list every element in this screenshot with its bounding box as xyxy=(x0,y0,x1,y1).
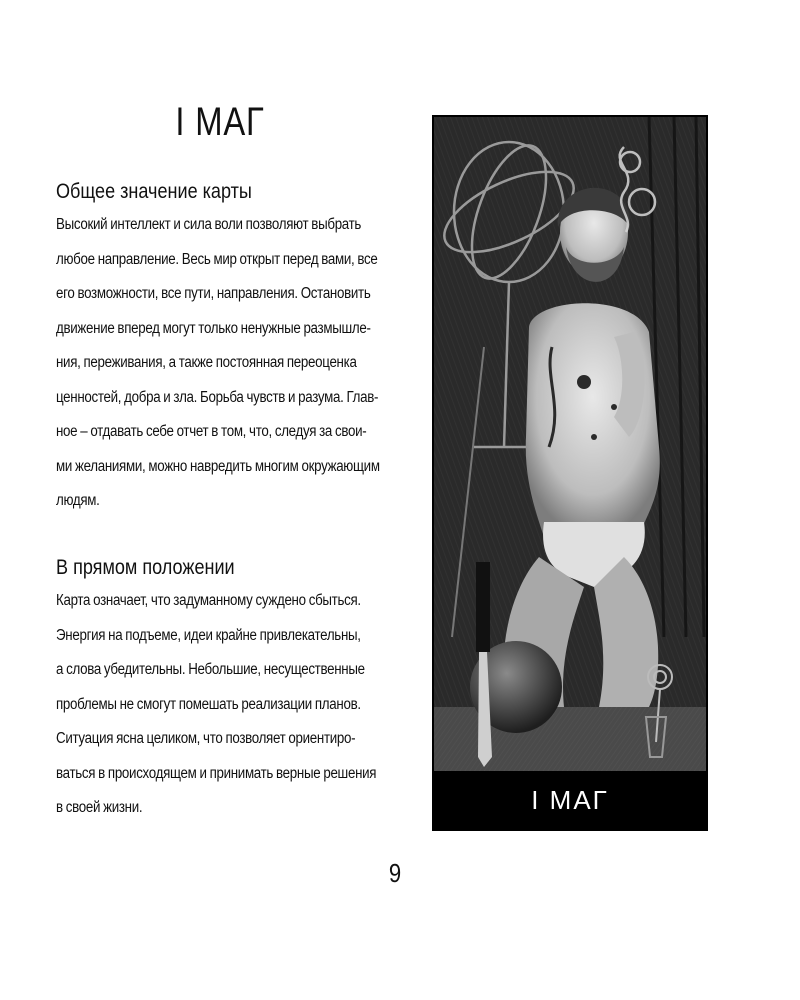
paragraph-line: Ситуация ясна целиком, что позволяет ориентиро- xyxy=(56,730,356,747)
paragraph-line: движение вперед могут только ненужные размышле- xyxy=(56,319,371,337)
paragraph-line: людям. xyxy=(56,492,100,509)
tarot-card-label: I МАГ xyxy=(434,771,706,829)
paragraph-line: ваться в происходящем и принимать верные решения xyxy=(56,764,377,782)
section-paragraph xyxy=(56,208,388,519)
paragraph-line: его возможности, все пути, направления. Остановить xyxy=(56,285,371,302)
page-title: I МАГ xyxy=(175,100,265,144)
paragraph-line: а слова убедительны. Небольшие, несущественные xyxy=(56,661,365,678)
section-heading: В прямом положении xyxy=(56,556,235,579)
paragraph-line: ценностей, добра и зла. Борьба чувств и разума. Глав- xyxy=(56,388,379,406)
paragraph-line: в своей жизни. xyxy=(56,799,143,816)
tarot-card-illustration xyxy=(434,117,706,771)
section-heading: Общее значение карты xyxy=(56,180,252,203)
section-upright-position xyxy=(56,556,388,826)
paragraph-line: ния, переживания, а также постоянная переоценка xyxy=(56,354,357,371)
paragraph-line: ми желаниями, можно навредить многим окружающим xyxy=(56,457,380,475)
tarot-card xyxy=(432,115,708,831)
paragraph-line: Высокий интеллект и сила воли позволяют выбрать xyxy=(56,216,362,233)
section-general-meaning xyxy=(56,180,388,519)
paragraph-line: ное – отдавать себе отчет в том, что, следуя за свои- xyxy=(56,423,367,440)
paragraph-line: Карта означает, что задуманному суждено сбыться. xyxy=(56,592,361,609)
paragraph-line: Энергия на подъеме, идеи крайне привлекательны, xyxy=(56,626,361,644)
paragraph-line: любое направление. Весь мир открыт перед вами, все xyxy=(56,250,378,268)
page-number: 9 xyxy=(388,858,402,888)
section-paragraph xyxy=(56,584,388,826)
paragraph-line: проблемы не смогут помешать реализации планов. xyxy=(56,695,361,713)
